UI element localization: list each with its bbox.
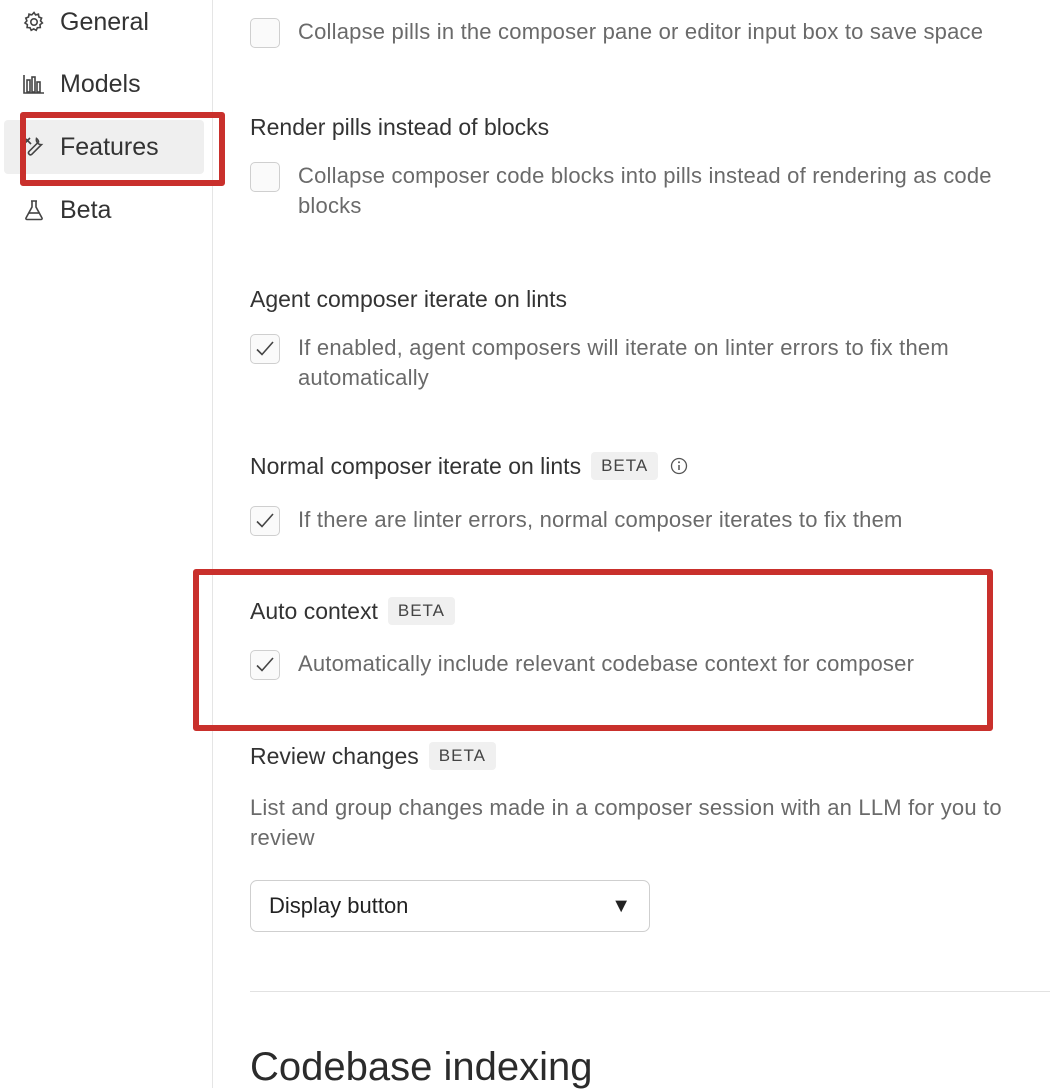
normal-lints-description: If there are linter errors, normal composer iterates to fix them [298, 507, 903, 532]
settings-sidebar [0, 0, 213, 1088]
auto-context-title [250, 597, 455, 625]
render-pills-title [250, 114, 549, 141]
render-pills-description: Collapse composer code blocks into pills instead of rendering as code blocks [298, 163, 992, 218]
normal-lints-title [250, 452, 688, 480]
info-icon[interactable] [670, 457, 688, 475]
collapse-pills-checkbox[interactable] [250, 18, 280, 48]
section-divider [250, 991, 1050, 992]
auto-context-checkbox[interactable] [250, 650, 280, 680]
review-changes-title [250, 742, 496, 770]
sidebar-item-beta[interactable] [4, 183, 204, 237]
flask-icon [16, 198, 52, 222]
wrench-icon [16, 135, 52, 159]
beta-badge: BETA [388, 597, 455, 625]
render-pills-title-text: Render pills instead of blocks [250, 114, 550, 140]
sidebar-item-label: General [60, 7, 149, 36]
sidebar-item-features[interactable] [4, 120, 204, 174]
sidebar-item-label: Features [60, 132, 159, 161]
normal-lints-checkbox[interactable] [250, 506, 280, 536]
collapse-pills-description: Collapse pills in the composer pane or editor input box to save space [298, 19, 984, 44]
review-changes-title-text: Review changes [250, 742, 419, 769]
sidebar-item-label: Beta [60, 195, 112, 224]
agent-lints-checkbox[interactable] [250, 334, 280, 364]
review-changes-description: List and group changes made in a composer session with an LLM for you to review [250, 795, 1002, 850]
sidebar-item-models[interactable] [4, 57, 204, 111]
sidebar-item-label: Models [60, 69, 141, 98]
chevron-down-icon: ▼ [611, 894, 631, 917]
agent-lints-title-text: Agent composer iterate on lints [250, 286, 568, 312]
checkmark-icon [254, 510, 276, 532]
checkmark-icon [254, 338, 276, 360]
render-pills-checkbox[interactable] [250, 162, 280, 192]
codebase-indexing-heading: Codebase indexing [250, 1045, 593, 1089]
beta-badge: BETA [591, 452, 658, 480]
beta-badge: BETA [429, 742, 496, 770]
sidebar-item-general[interactable] [4, 0, 204, 49]
agent-lints-description: If enabled, agent composers will iterate on linter errors to fix them automatically [298, 335, 949, 390]
auto-context-description: Automatically include relevant codebase context for composer [298, 651, 915, 676]
review-changes-select[interactable] [250, 880, 650, 932]
normal-lints-title-text: Normal composer iterate on lints [250, 452, 582, 479]
agent-lints-title [250, 286, 567, 313]
gear-icon [16, 10, 52, 34]
auto-context-title-text: Auto context [250, 597, 378, 624]
checkmark-icon [254, 654, 276, 676]
select-value: Display button [269, 893, 409, 918]
bar-chart-icon [16, 72, 52, 96]
